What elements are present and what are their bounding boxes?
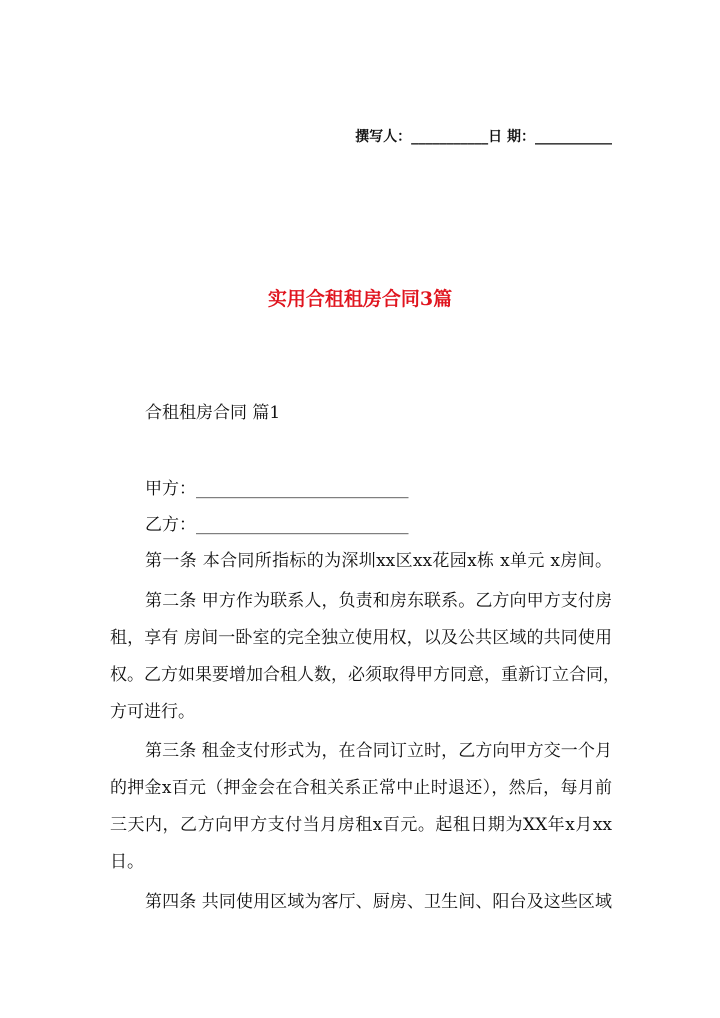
date-label: 日 期： xyxy=(488,129,535,145)
paragraph-line: 第一条 本合同所指标的为深圳xx区xx花园x栋 x单元 x房间。 xyxy=(145,551,612,571)
section-heading: 合租租房合同 篇1 xyxy=(145,403,281,423)
author-label: 撰写人： xyxy=(355,129,412,145)
paragraph-line: 租，享有 房间一卧室的完全独立使用权，以及公共区域的共同使用 xyxy=(110,628,612,648)
paragraph-line: 的押金x百元（押金会在合租关系正常中止时退还），然后，每月前 xyxy=(110,778,612,798)
paragraph-line: 三天内，乙方向甲方支付当月房租x百元。起租日期为XX年x月xx xyxy=(110,815,612,835)
date-blank: ___________ xyxy=(535,129,612,145)
document-title: 实用合租租房合同3篇 xyxy=(267,288,453,310)
paragraph-line: 第四条 共同使用区域为客厅、厨房、卫生间、阳台及这些区域 xyxy=(145,892,612,912)
paragraph-line: 方可进行。 xyxy=(110,702,195,722)
paragraph-line: 日。 xyxy=(110,852,144,872)
party-b-field: 乙方：_________________________ xyxy=(145,515,409,535)
paragraph-line: 权。乙方如果要增加合租人数，必须取得甲方同意，重新订立合同， xyxy=(110,665,620,685)
paragraph-line: 第三条 租金支付形式为，在合同订立时，乙方向甲方交一个月 xyxy=(145,741,612,761)
author-date-header xyxy=(355,126,612,146)
paragraph-line: 第二条 甲方作为联系人，负责和房东联系。乙方向甲方支付房 xyxy=(145,591,612,611)
author-blank: ___________ xyxy=(411,129,489,145)
party-a-field: 甲方：_________________________ xyxy=(145,479,409,499)
